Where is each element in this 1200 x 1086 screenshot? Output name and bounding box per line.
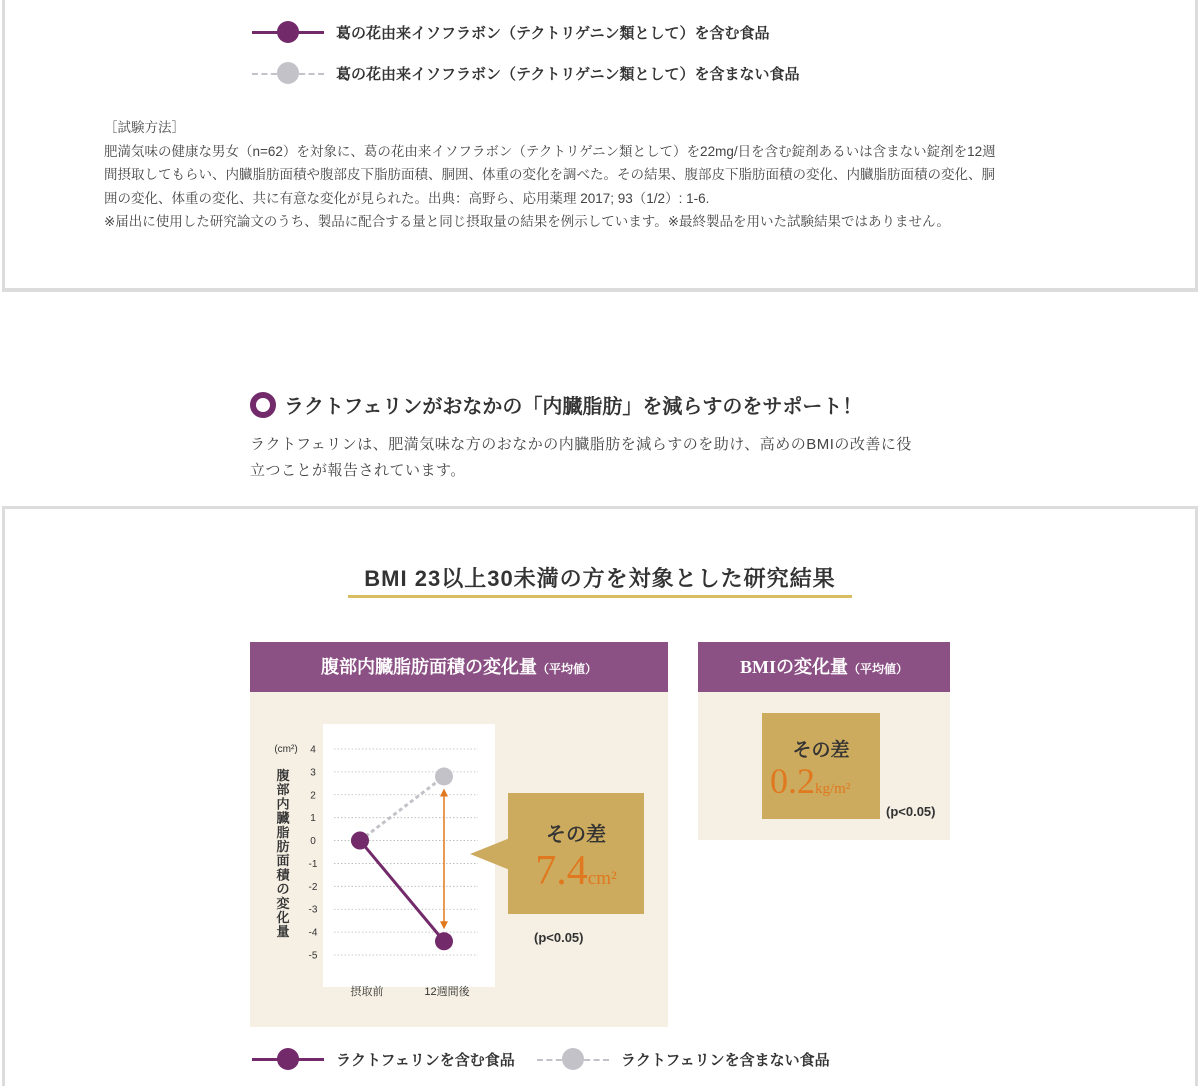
bmi-title-note: （平均値） [847,662,908,676]
legend-item-without [537,1047,830,1071]
legend-item-with [252,1047,515,1071]
bmi-p-value: (p<0.05) [886,804,936,819]
method-line: 囲の変化、体重の変化、共に有意な変化が見られた。出典：高野ら、応用薬理 2017; 93（1/2）: 1-6. [104,190,710,206]
bmi-difference-unit: kg/m² [815,781,851,797]
desc-line: 立つことが報告されています。 [250,462,466,479]
difference-value [508,847,644,895]
bmi-difference-number: 0.2 [770,761,815,801]
y-tick-label: -4 [308,927,318,939]
difference-unit: cm² [587,868,617,889]
top-legend-with [252,20,770,44]
difference-label: その差 [546,824,606,846]
y-tick-label: 3 [310,767,316,779]
section-heading-text: ラクトフェリンがおなかの「内臓脂肪」を減らすのをサポート！ [284,396,863,418]
y-tick-label: -3 [308,904,318,916]
y-axis-label: 腹部内臓脂肪面積の変化量 [276,768,290,940]
legend-solid-marker [252,1047,324,1071]
y-tick-label: -1 [308,858,318,870]
data-point [351,832,369,850]
bmi-difference-value [770,760,850,802]
legend-dashed-marker [252,61,324,85]
bmi-title: BMIの変化量 [739,657,848,677]
bmi-header [698,642,950,692]
unit-label: (cm²) [274,744,298,755]
visceral-fat-title: 腹部内臓脂肪面積の変化量 [320,657,537,677]
x-tick-label: 12週間後 [424,986,470,998]
difference-number: 7.4 [535,848,588,894]
section-heading [250,390,862,419]
method-label: ［試験方法］ [104,120,185,135]
bmi-difference-label: その差 [792,740,850,761]
y-tick-label: 4 [310,744,316,756]
legend-dashed-marker [537,1047,609,1071]
desc-line: ラクトフェリンは、肥満気味な方のおなかの内臓脂肪を減らすのを助け、高めのBMIの改善に役 [250,436,912,453]
test-method-text [104,116,1104,234]
y-tick-label: 0 [310,836,316,848]
ring-bullet-icon [250,392,276,418]
y-tick-label: -2 [308,881,318,893]
visceral-fat-difference-callout [508,793,644,914]
callout-pointer [470,838,510,870]
visceral-fat-title-note: （平均値） [536,662,597,676]
data-point [435,932,453,950]
legend-with-label: 葛の花由来イソフラボン（テクトリゲニン類として）を含む食品 [336,24,770,42]
data-point [435,767,453,785]
legend-without-label: 葛の花由来イソフラボン（テクトリゲニン類として）を含まない食品 [336,65,800,83]
study-title: BMI 23以上30未満の方を対象とした研究結果 [364,566,836,591]
study-title-underline [348,595,852,598]
visceral-fat-header [250,642,668,692]
bmi-difference-callout [762,713,880,819]
y-tick-label: 1 [310,813,316,825]
p-value: (p<0.05) [534,930,584,945]
method-line: ※届出に使用した研究論文のうち、製品に配合する量と同じ摂取量の結果を例示しています。※最終製品を用いた試験結果ではありません。 [104,214,950,229]
x-tick-label: 摂取前 [350,986,384,998]
legend-without-label: ラクトフェリンを含まない食品 [620,1051,830,1069]
legend-with-label: ラクトフェリンを含む食品 [336,1051,515,1069]
y-tick-label: 2 [310,790,316,802]
top-legend-without [252,61,800,85]
legend-solid-marker [252,20,324,44]
method-line: 間摂取してもらい、内臓脂肪面積や腹部皮下脂肪面積、胴囲、体重の変化を調べた。その結果、腹部皮下脂肪面積の変化、内臓脂肪面積の変化、胴 [104,167,995,182]
method-line: 肥満気味の健康な男女（n=62）を対象に、葛の花由来イソフラボン（テクトリゲニン類として）を22mg/日を含む錠剤あるいは含まない錠剤を12週 [104,143,996,159]
chart-legend [252,1047,852,1071]
y-tick-label: -5 [308,950,318,962]
section-description [250,432,950,484]
